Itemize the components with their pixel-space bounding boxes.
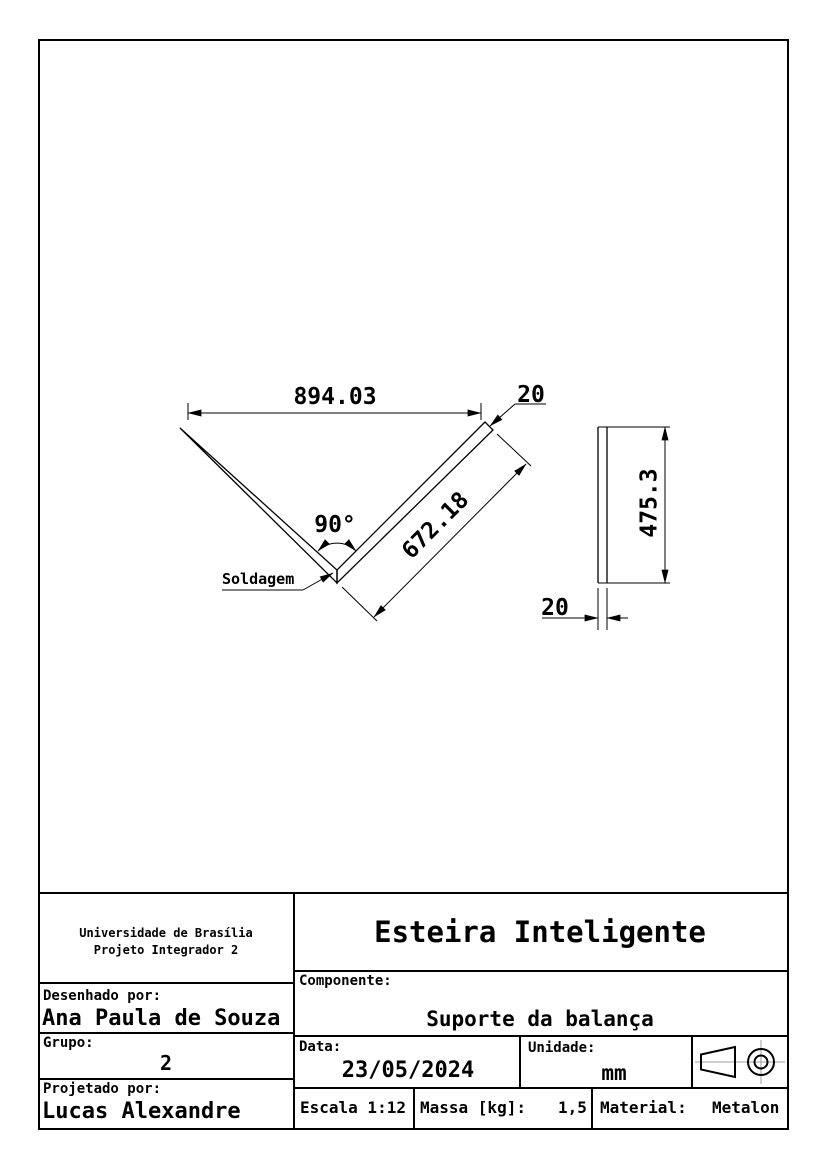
material-label: Material:	[600, 1098, 687, 1117]
dim-height-text: 475.3	[636, 468, 663, 538]
dim-side-thickness-text: 20	[541, 595, 569, 621]
sheet-border	[39, 40, 788, 1129]
drawn-by-value: Ana Paula de Souza	[42, 1006, 281, 1031]
institution-line1: Universidade de Brasília	[79, 926, 253, 940]
dim-tip-text: 20	[517, 382, 545, 408]
unit-label: Unidade:	[528, 1040, 596, 1056]
project-title: Esteira Inteligente	[374, 915, 706, 949]
mass-label: Massa [kg]:	[420, 1098, 526, 1117]
unit-value: mm	[601, 1061, 627, 1085]
designed-by-label: Projetado por:	[43, 1081, 162, 1097]
group-label: Grupo:	[43, 1035, 94, 1051]
dim-bar-length-text: 672.18	[397, 487, 475, 565]
component-label: Componente:	[299, 973, 392, 989]
dim-angle-text: 90°	[314, 512, 356, 538]
left-bar	[180, 428, 337, 583]
drawn-by-label: Desenhado por:	[43, 988, 162, 1004]
component-value: Suporte da balança	[426, 1007, 654, 1031]
weld-note-text: Soldagem	[222, 570, 295, 588]
institution-line2: Projeto Integrador 2	[93, 943, 239, 957]
designed-by-value: Lucas Alexandre	[42, 1099, 241, 1124]
side-view	[598, 427, 607, 583]
date-label: Data:	[299, 1039, 342, 1055]
dim-width-text: 894.03	[293, 384, 377, 410]
material-value: Metalon	[712, 1098, 780, 1117]
scale-value: Escala 1:12	[300, 1098, 406, 1117]
date-value: 23/05/2024	[341, 1058, 475, 1083]
dim-angle-90	[318, 543, 356, 551]
group-value: 2	[159, 1051, 173, 1075]
mass-value: 1,5	[558, 1098, 587, 1117]
first-angle-projection-icon	[695, 1040, 785, 1084]
